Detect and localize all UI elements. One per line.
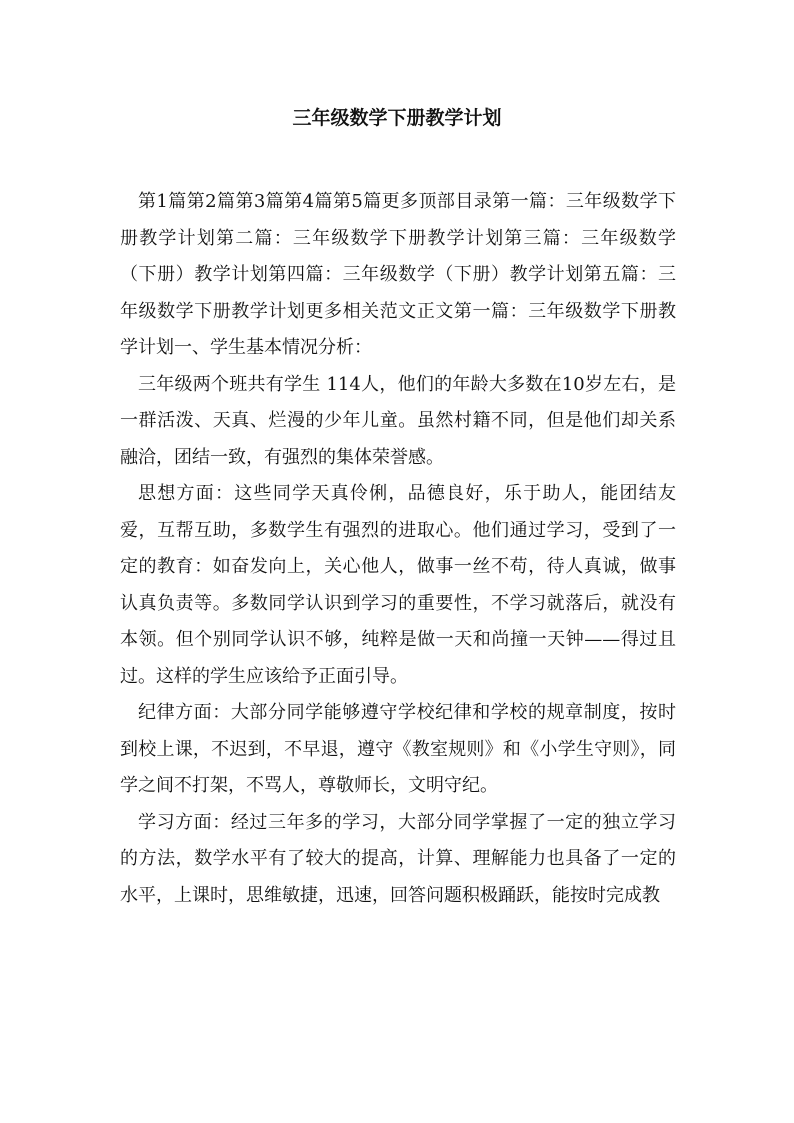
paragraph-student-overview: 三年级两个班共有学生 114人，他们的年龄大多数在10岁左右，是一群活泼、天真、烂漫的少年儿童。虽然村籍不同，但是他们却关系融洽，团结一致，有强烈的集体荣誉感。 [120,373,676,468]
document-title: 三年级数学下册教学计划 [292,107,502,129]
paragraph-study: 学习方面：经过三年多的学习，大部分同学掌握了一定的独立学习的方法，数学水平有了较大的提高，计算、理解能力也具备了一定的水平，上课时，思维敏捷，迅速，回答问题积极踊跃，能按时完成教 [120,811,676,906]
paragraph-discipline: 纪律方面：大部分同学能够遵守学校纪律和学校的规章制度，按时到校上课，不迟到，不早退，遵守《教室规则》和《小学生守则》，同学之间不打架，不骂人，尊敬师长，文明守纪。 [120,702,676,796]
document-body [120,184,676,914]
paragraph-ideology: 思想方面：这些同学天真伶俐，品德良好，乐于助人，能团结友爱，互帮互助，多数学生有强烈的进取心。他们通过学习，受到了一定的教育：如奋发向上，关心他人，做事一丝不苟，待人真诚，做事认真负责等。多数同学认识到学习的重要性，不学习就落后，就没有本领。但个别同学认识不够，纯粹是做一天和尚撞一天钟——得过且过。这样的学生应该给予正面引导。 [120,483,676,687]
paragraph-table-of-contents: 第1篇第2篇第3篇第4篇第5篇更多顶部目录第一篇：三年级数学下册教学计划第二篇：三年级数学下册教学计划第三篇：三年级数学（下册）教学计划第四篇：三年级数学（下册）教学计划第五篇：三年级数学下册教学计划更多相关范文正文第一篇：三年级数学下册教学计划一、学生基本情况分析： [120,191,676,358]
